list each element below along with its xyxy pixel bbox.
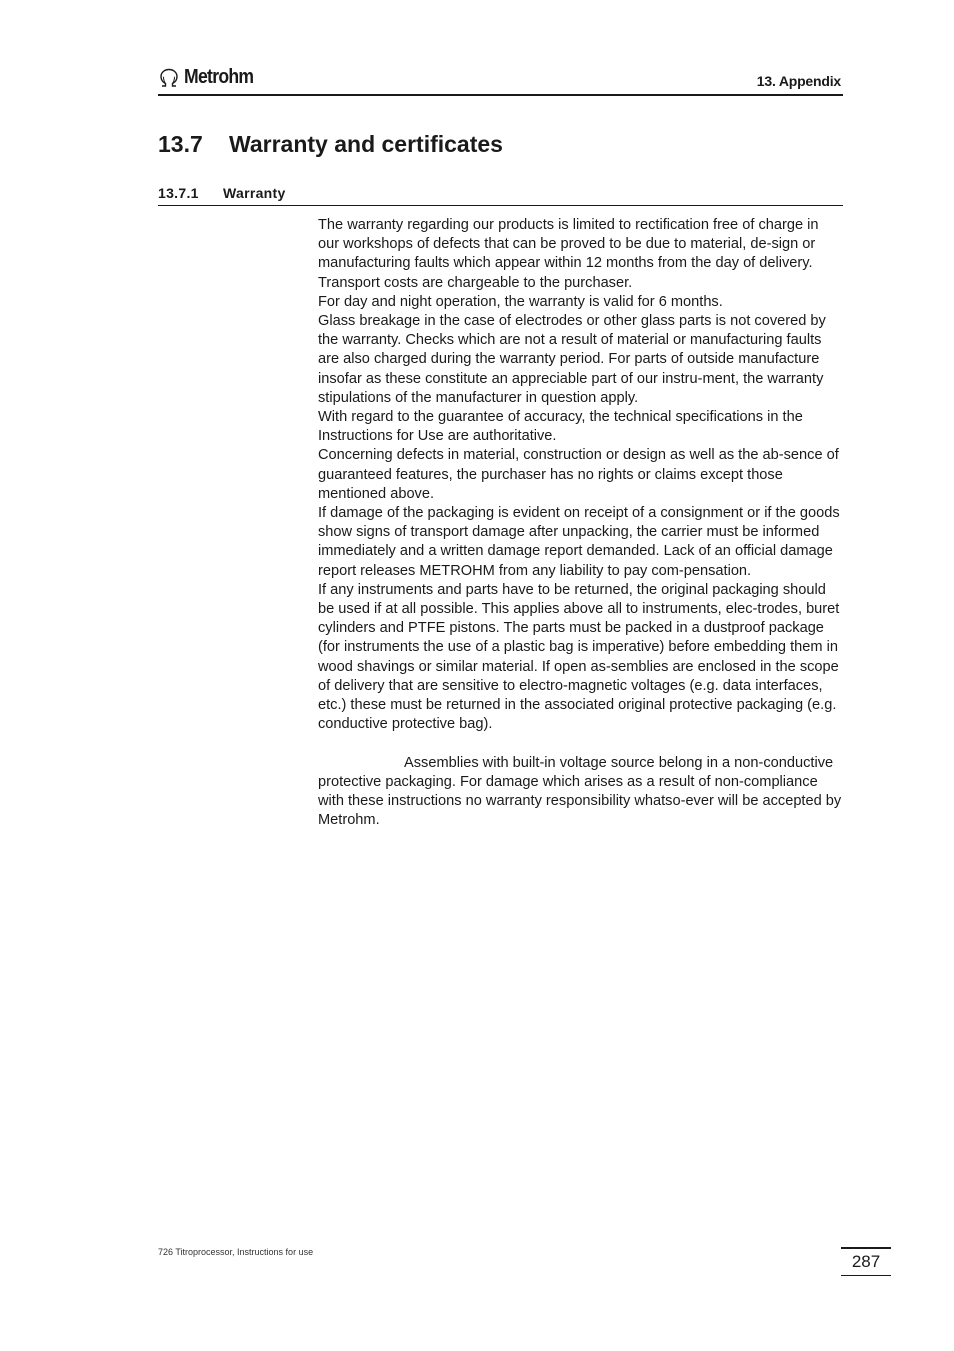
paragraph: Concerning defects in material, construction or design as well as the ab-sence of guaranteed features, the purchaser has no rights or claims except those mentioned above. xyxy=(318,447,839,502)
note-text: Assemblies with built-in voltage source belong in a non-conductive protective packaging. For damage which arises as a result of non-compliance with these instructions no warranty responsibility whatso-ever will be accepted by Metrohm. xyxy=(318,754,842,829)
paragraph: If damage of the packaging is evident on receipt of a consignment or if the goods show signs of transport damage after unpacking, the carrier must be informed immediately and a written damage report demanded. Lack of an official damage report releases METROHM from any liability to pay com-pensation. xyxy=(318,505,840,579)
page-header xyxy=(158,64,843,96)
paragraph: Glass breakage in the case of electrodes or other glass parts is not covered by the warranty. Checks which are not a result of material or manufacturing faults are also charged during the warranty period. For parts of outside manufacture insofar as these constitute an appreciable part of our instru-ment, the warranty stipulations of the manufacturer in question apply. xyxy=(318,313,826,406)
warranty-body xyxy=(318,216,843,830)
footer-document-title: 726 Titroprocessor, Instructions for use xyxy=(158,1247,314,1257)
section-number: 13.7 xyxy=(158,131,203,157)
paragraph: The warranty regarding our products is limited to rectification free of charge in our workshops of defects that can be proved to be due to material, de-sign or manufacturing faults which appear within 12 months from the day of delivery. Transport costs are chargeable to the purchaser. xyxy=(318,217,819,291)
paragraph: With regard to the guarantee of accuracy, the technical specifications in the Instructions for Use are authoritative. xyxy=(318,409,803,445)
subsection-heading xyxy=(158,185,843,206)
page-number: 287 xyxy=(841,1247,891,1276)
omega-logo-icon xyxy=(158,67,180,89)
note-paragraph xyxy=(318,754,843,831)
brand-name: Metrohm xyxy=(184,66,254,88)
subsection-title: Warranty xyxy=(223,185,286,201)
paragraph: If any instruments and parts have to be returned, the original packaging should be used if at all possible. This applies above all to instruments, elec-trodes, buret cylinders and PTFE pistons. The parts must be packed in a dustproof package (for instruments the use of a plastic bag is imperative) before embedding them in wood shavings or similar material. If open as-semblies are enclosed in the scope of delivery that are sensitive to electro-magnetic voltages (e.g. data interfaces, etc.) these must be returned in the associated original protective packaging (e.g. conductive protective bag). xyxy=(318,581,840,733)
chapter-label: 13. Appendix xyxy=(756,73,841,89)
section-heading xyxy=(158,131,503,158)
subsection-number: 13.7.1 xyxy=(158,185,199,201)
section-title: Warranty and certificates xyxy=(229,131,503,157)
paragraph: For day and night operation, the warranty is valid for 6 months. xyxy=(318,293,723,310)
brand-logo xyxy=(158,66,263,89)
